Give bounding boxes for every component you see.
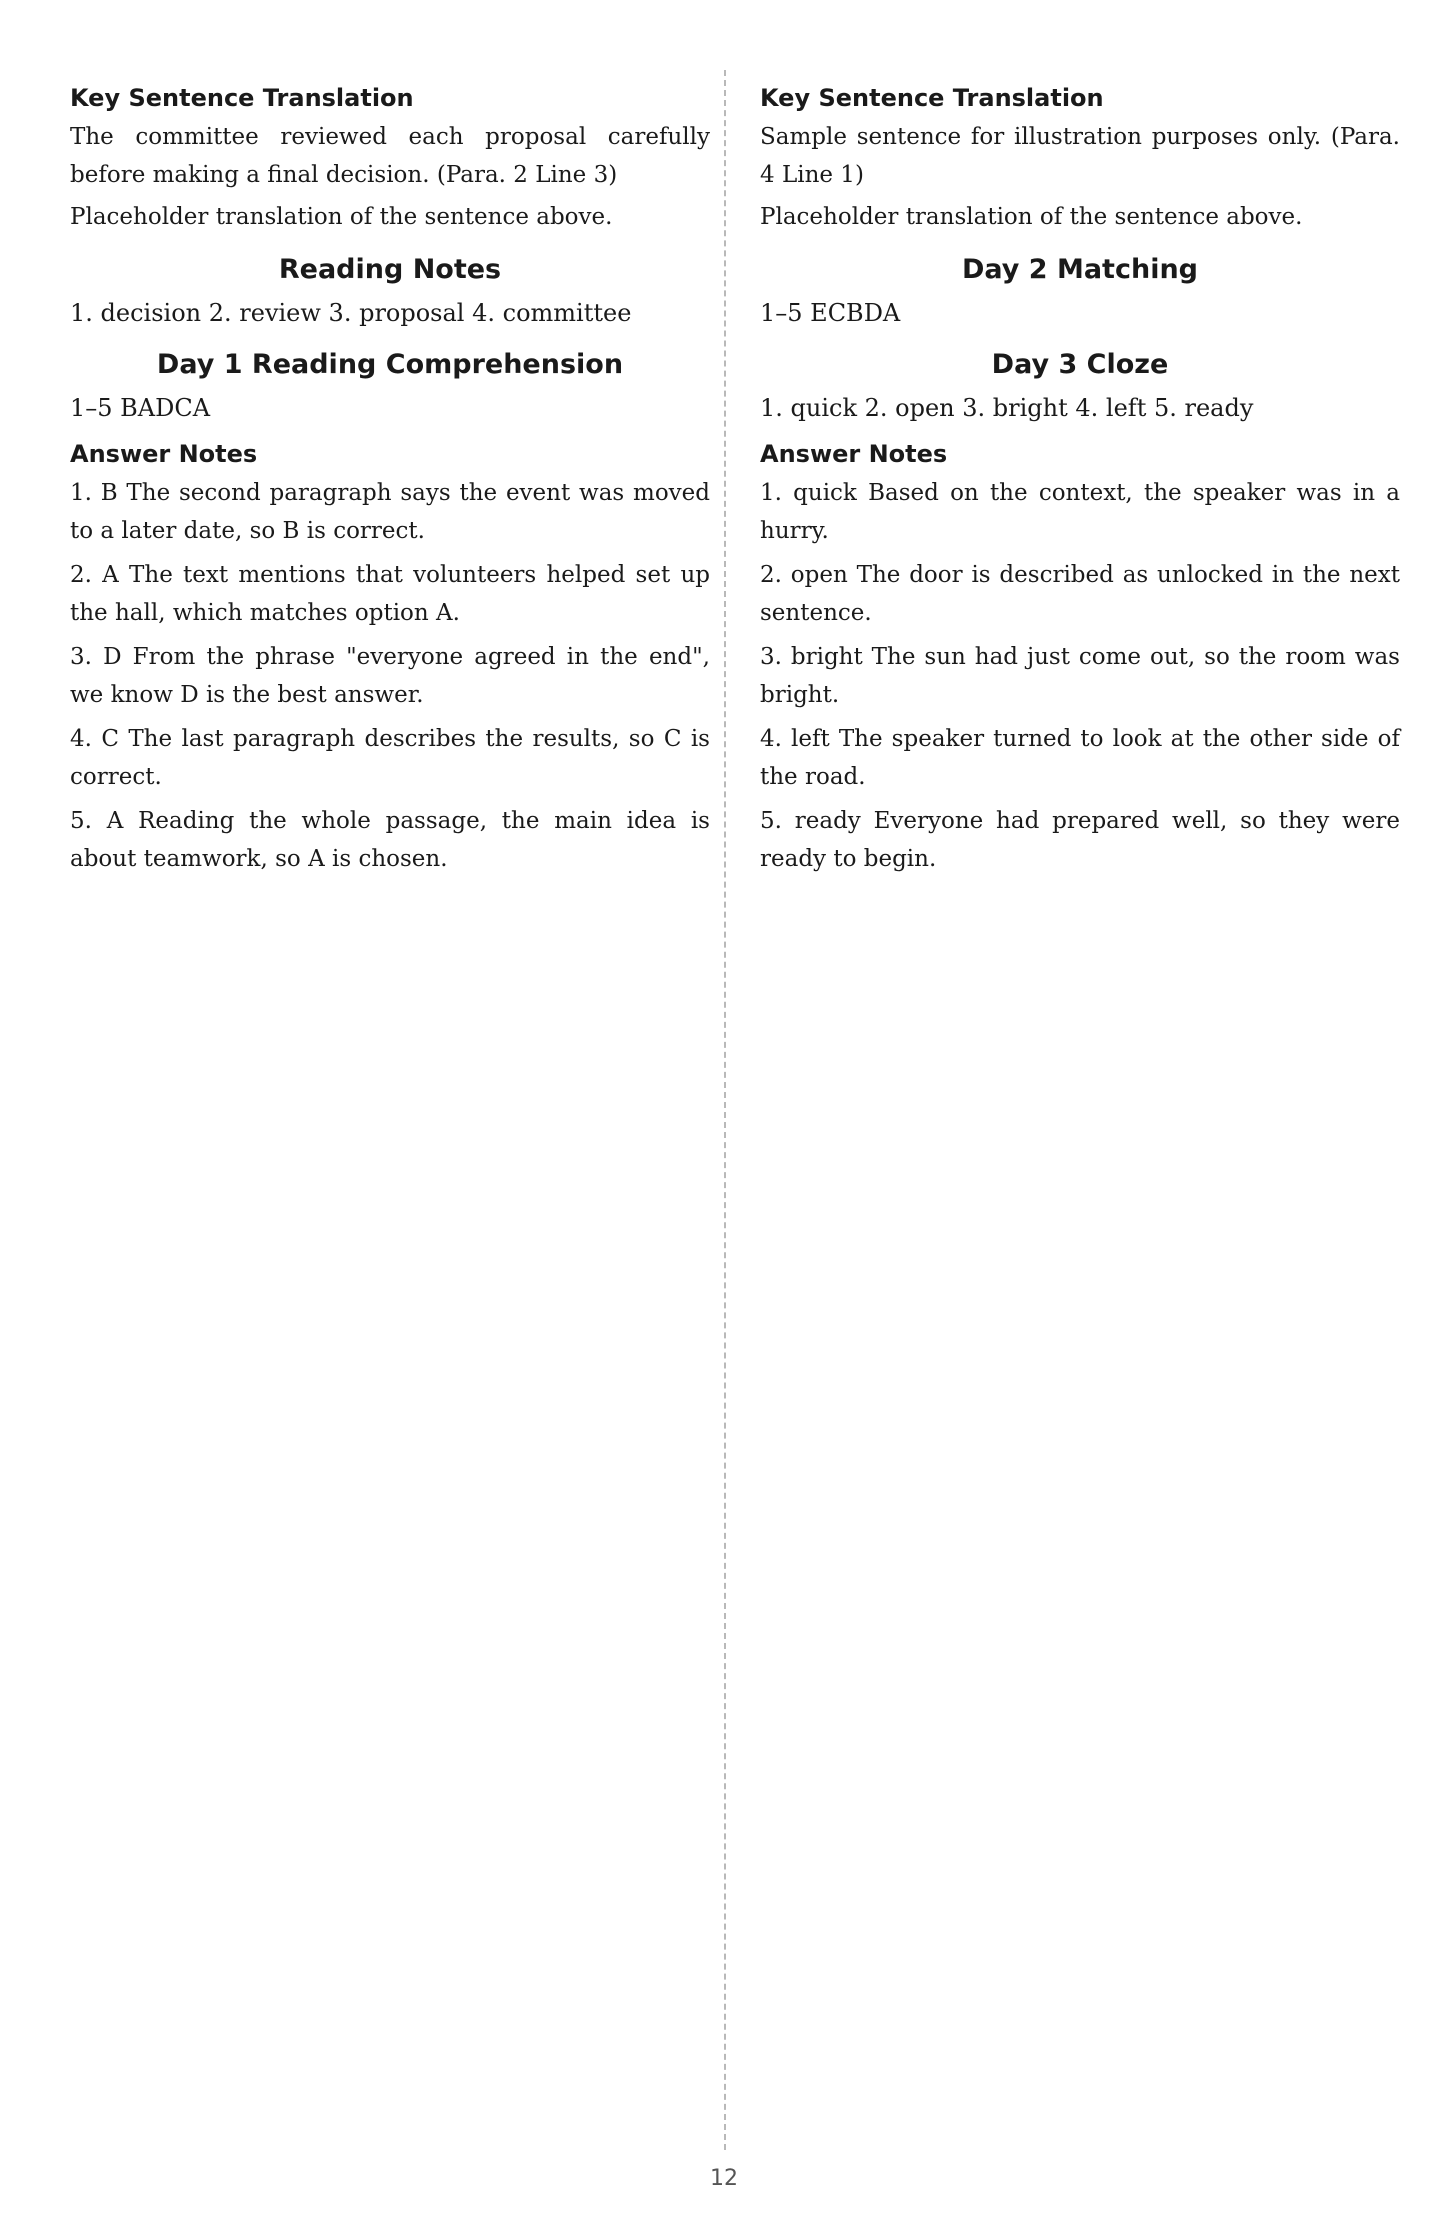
left-notes-items: 1. decision 2. review 3. proposal 4. committee bbox=[70, 299, 632, 327]
left-sentence: The committee reviewed each proposal carefully before making a final decision. (Para. 2 Line 3) bbox=[70, 124, 710, 188]
right-heading-cloze: Day 3 Cloze bbox=[991, 349, 1169, 380]
right-answer-notes-label: Answer Notes bbox=[760, 440, 948, 468]
left-item: 3. D From the phrase "everyone agreed in the end", we know D is the best answer. bbox=[70, 644, 710, 708]
left-answer-notes-label: Answer Notes bbox=[70, 440, 258, 468]
right-item: 5. ready Everyone had prepared well, so they were ready to begin. bbox=[760, 808, 1400, 872]
left-heading-reading: Day 1 Reading Comprehension bbox=[156, 349, 624, 380]
right-item: 1. quick Based on the context, the speaker was in a hurry. bbox=[760, 480, 1400, 544]
left-item: 1. B The second paragraph says the event was moved to a later date, so B is correct. bbox=[70, 480, 710, 544]
right-heading-matching: Day 2 Matching bbox=[961, 254, 1198, 285]
column-divider bbox=[724, 70, 726, 2150]
left-note: Placeholder translation of the sentence above. bbox=[70, 204, 613, 230]
right-matching-answers: 1–5 ECBDA bbox=[760, 299, 901, 327]
page-number: 12 bbox=[710, 2166, 738, 2191]
right-item: 3. bright The sun had just come out, so the room was bright. bbox=[760, 644, 1400, 708]
left-answer-key: 1–5 BADCA bbox=[70, 394, 211, 422]
left-item: 5. A Reading the whole passage, the main idea is about teamwork, so A is chosen. bbox=[70, 808, 710, 872]
right-item: 4. left The speaker turned to look at the other side of the road. bbox=[760, 726, 1400, 790]
right-column bbox=[760, 70, 1400, 884]
left-heading-notes: Reading Notes bbox=[278, 254, 502, 285]
right-note: Placeholder translation of the sentence above. bbox=[760, 204, 1303, 230]
right-section-label: Key Sentence Translation bbox=[760, 84, 1104, 112]
left-column bbox=[70, 70, 710, 884]
right-sentence: Sample sentence for illustration purposes only. (Para. 4 Line 1) bbox=[760, 124, 1400, 188]
left-section-label: Key Sentence Translation bbox=[70, 84, 414, 112]
left-item: 2. A The text mentions that volunteers helped set up the hall, which matches option A. bbox=[70, 562, 710, 626]
right-cloze-answers: 1. quick 2. open 3. bright 4. left 5. ready bbox=[760, 394, 1254, 422]
left-item: 4. C The last paragraph describes the results, so C is correct. bbox=[70, 726, 710, 790]
right-item: 2. open The door is described as unlocked in the next sentence. bbox=[760, 562, 1400, 626]
